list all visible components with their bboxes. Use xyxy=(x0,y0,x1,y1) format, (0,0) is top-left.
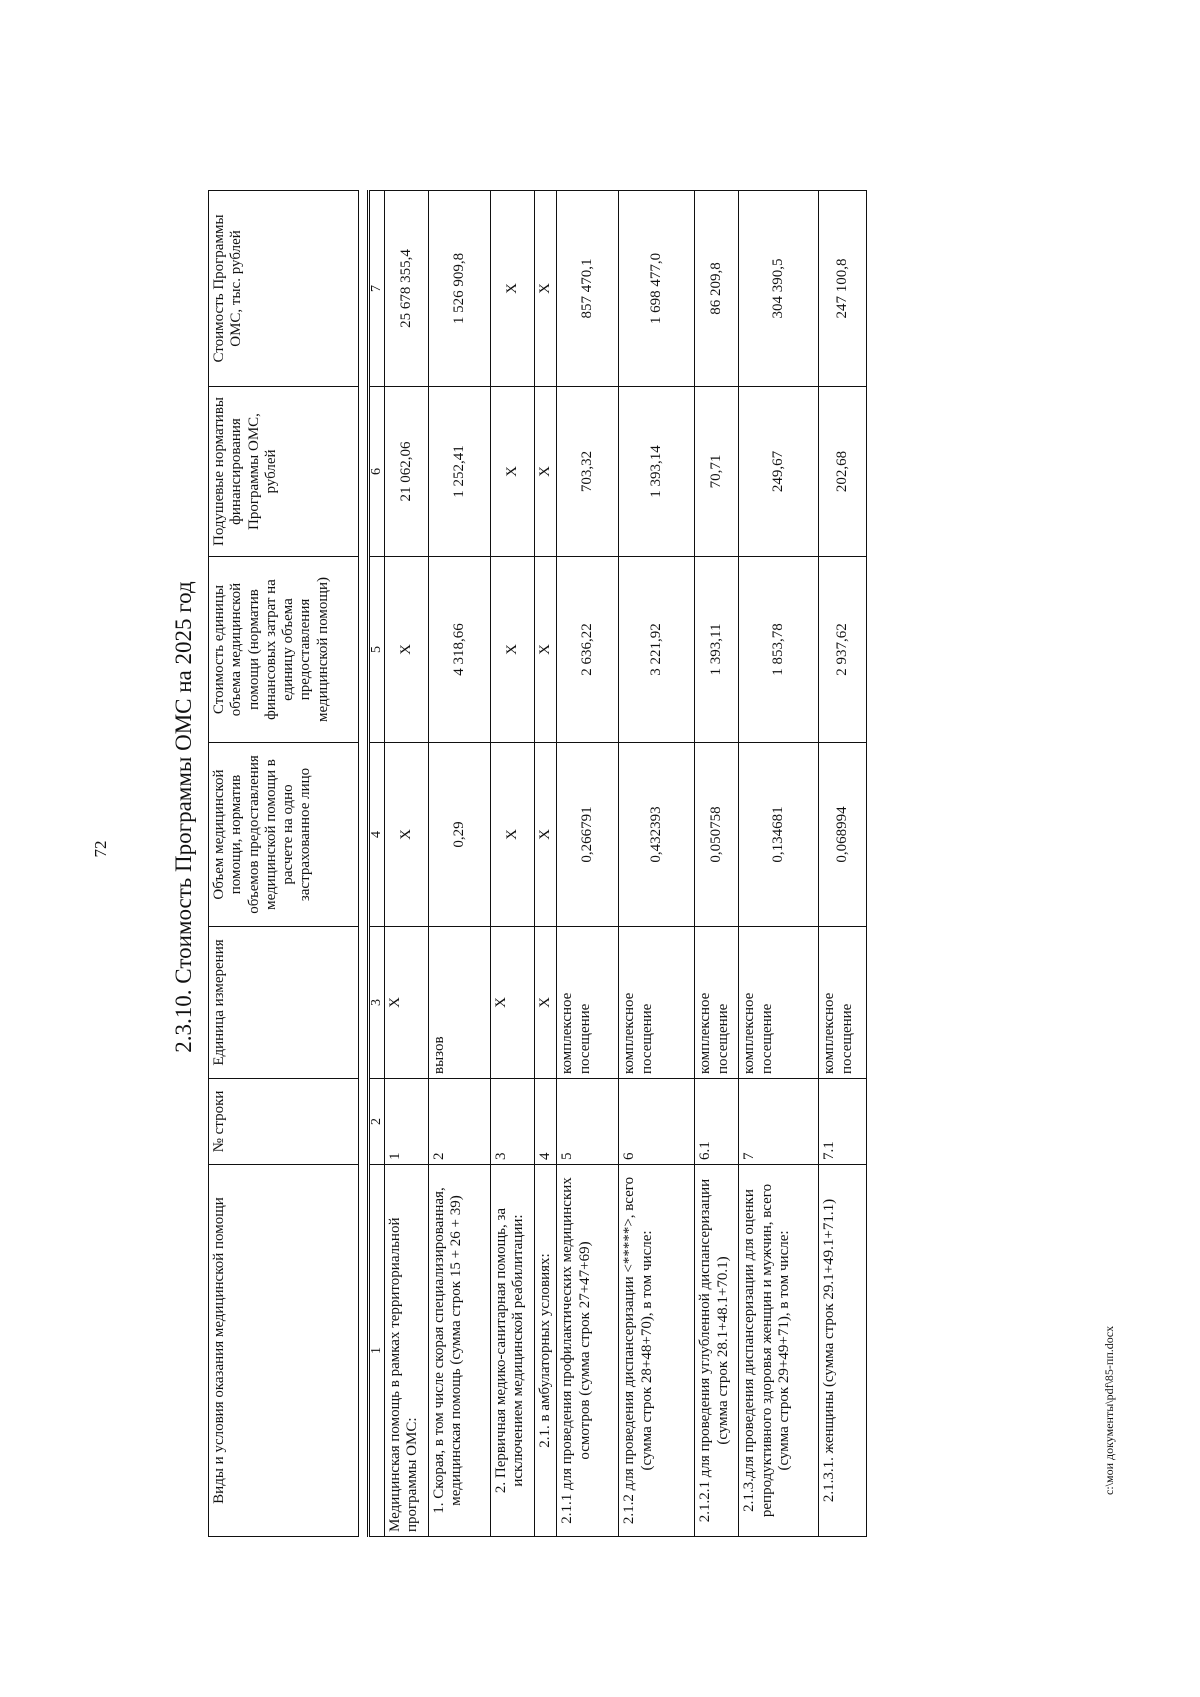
table-cell-volume: X xyxy=(535,743,557,927)
column-header: Стоимость Программы ОМС, тыс. рублей xyxy=(209,191,359,387)
table-row xyxy=(385,191,429,1537)
table-cell-unit-cost: X xyxy=(491,557,535,743)
data-table xyxy=(367,190,867,1537)
column-number: 5 xyxy=(369,557,385,743)
table-cell-volume: X xyxy=(385,743,429,927)
table-row xyxy=(557,191,619,1537)
table-cell-per-capita: 70,71 xyxy=(695,387,739,557)
column-number: 3 xyxy=(369,927,385,1079)
rotated-sheet xyxy=(160,77,1060,1537)
table-row xyxy=(429,191,491,1537)
table-cell-name: 2.1. в амбулаторных условиях: xyxy=(535,1165,557,1537)
column-number: 2 xyxy=(369,1079,385,1165)
table-cell-line: 1 xyxy=(385,1079,429,1165)
table-cell-name: 2.1.3.для проведения диспансеризации для оценки репродуктивного здоровья женщин и мужчин, всего (сумма строк 29+49+71), в том числе: xyxy=(739,1165,819,1537)
table-cell-unit-cost: 2 937,62 xyxy=(819,557,867,743)
column-number: 6 xyxy=(369,387,385,557)
table-row xyxy=(695,191,739,1537)
column-number-row xyxy=(369,191,385,1537)
table-cell-volume: 0,432393 xyxy=(619,743,695,927)
table-cell-line: 6.1 xyxy=(695,1079,739,1165)
column-number: 7 xyxy=(369,191,385,387)
table-cell-unit: X xyxy=(491,927,535,1079)
table-cell-volume: 0,050758 xyxy=(695,743,739,927)
table-cell-unit-cost: 3 221,92 xyxy=(619,557,695,743)
column-number: 1 xyxy=(369,1165,385,1537)
column-header: Единица измерения xyxy=(209,927,359,1079)
table-row xyxy=(491,191,535,1537)
table-cell-volume: 0,266791 xyxy=(557,743,619,927)
table-cell-name: 2.1.2 для проведения диспансеризации <*****>, всего (сумма строк 28+48+70), в том числе: xyxy=(619,1165,695,1537)
table-cell-unit-cost: 4 318,66 xyxy=(429,557,491,743)
table-cell-unit: X xyxy=(385,927,429,1079)
table-header xyxy=(208,190,359,1537)
document-title: 2.3.10. Стоимость Программы ОМС на 2025 год xyxy=(171,581,196,1053)
table-cell-per-capita: 1 252,41 xyxy=(429,387,491,557)
table-cell-cost: X xyxy=(535,191,557,387)
table-cell-per-capita: X xyxy=(491,387,535,557)
table-cell-line: 7.1 xyxy=(819,1079,867,1165)
table-row xyxy=(619,191,695,1537)
table-cell-unit: комплексное посещение xyxy=(819,927,867,1079)
table-cell-cost: 247 100,8 xyxy=(819,191,867,387)
table-cell-cost: 857 470,1 xyxy=(557,191,619,387)
table-cell-per-capita: 249,67 xyxy=(739,387,819,557)
table-cell-unit: X xyxy=(535,927,557,1079)
table-cell-unit: комплексное посещение xyxy=(619,927,695,1079)
table-cell-line: 2 xyxy=(429,1079,491,1165)
table-cell-unit-cost: 2 636,22 xyxy=(557,557,619,743)
file-path-footer: c:\мои документы\pdf\85-пп.docx xyxy=(1102,1325,1116,1495)
column-header: Объем медицинской помощи, норматив объемов предоставления медицинской помощи в расчете на одно застрахованное лицо xyxy=(209,743,359,927)
table-cell-cost: 1 526 909,8 xyxy=(429,191,491,387)
table-cell-volume: 0,134681 xyxy=(739,743,819,927)
table-cell-unit: вызов xyxy=(429,927,491,1079)
table-cell-cost: 25 678 355,4 xyxy=(385,191,429,387)
column-number: 4 xyxy=(369,743,385,927)
table-cell-volume: X xyxy=(491,743,535,927)
table-cell-line: 3 xyxy=(491,1079,535,1165)
table-cell-cost: 86 209,8 xyxy=(695,191,739,387)
column-header: № строки xyxy=(209,1079,359,1165)
table-cell-name: Медицинская помощь в рамках территориальной программы ОМС: xyxy=(385,1165,429,1537)
table-row xyxy=(535,191,557,1537)
table-cell-unit: комплексное посещение xyxy=(557,927,619,1079)
table-cell-unit-cost: 1 853,78 xyxy=(739,557,819,743)
table-cell-cost: X xyxy=(491,191,535,387)
table-cell-per-capita: 21 062,06 xyxy=(385,387,429,557)
table-row xyxy=(819,191,867,1537)
table-row xyxy=(739,191,819,1537)
table-cell-volume: 0,068994 xyxy=(819,743,867,927)
table-cell-name: 2.1.2.1 для проведения углубленной диспансеризации (сумма строк 28.1+48.1+70.1) xyxy=(695,1165,739,1537)
column-header: Стоимость единицы объема медицинской помощи (норматив финансовых затрат на единицу объема предоставления медицинской помощи) xyxy=(209,557,359,743)
table-cell-unit: комплексное посещение xyxy=(739,927,819,1079)
column-header: Подушевые нормативы финансирования Программы ОМС, рублей xyxy=(209,387,359,557)
table-cell-volume: 0,29 xyxy=(429,743,491,927)
table-cell-name: 2. Первичная медико-санитарная помощь, за исключением медицинской реабилитации: xyxy=(491,1165,535,1537)
table-cell-name: 1. Скорая, в том числе скорая специализированная, медицинская помощь (сумма строк 15 + 26 + 39) xyxy=(429,1165,491,1537)
page-number: 72 xyxy=(91,840,110,858)
table-cell-name: 2.1.3.1. женщины (сумма строк 29.1+49.1+71.1) xyxy=(819,1165,867,1537)
table-cell-name: 2.1.1 для проведения профилактических медицинских осмотров (сумма строк 27+47+69) xyxy=(557,1165,619,1537)
column-header: Виды и условия оказания медицинской помощи xyxy=(209,1165,359,1537)
table-cell-unit-cost: 1 393,11 xyxy=(695,557,739,743)
table-cell-line: 7 xyxy=(739,1079,819,1165)
table-cell-line: 5 xyxy=(557,1079,619,1165)
table-cell-cost: 304 390,5 xyxy=(739,191,819,387)
table-cell-unit-cost: X xyxy=(385,557,429,743)
table-cell-per-capita: 202,68 xyxy=(819,387,867,557)
table-cell-per-capita: 1 393,14 xyxy=(619,387,695,557)
table-cell-unit-cost: X xyxy=(535,557,557,743)
table-cell-line: 6 xyxy=(619,1079,695,1165)
table-cell-per-capita: 703,32 xyxy=(557,387,619,557)
table-cell-per-capita: X xyxy=(535,387,557,557)
table-cell-line: 4 xyxy=(535,1079,557,1165)
table-cell-cost: 1 698 477,0 xyxy=(619,191,695,387)
table-cell-unit: комплексное посещение xyxy=(695,927,739,1079)
